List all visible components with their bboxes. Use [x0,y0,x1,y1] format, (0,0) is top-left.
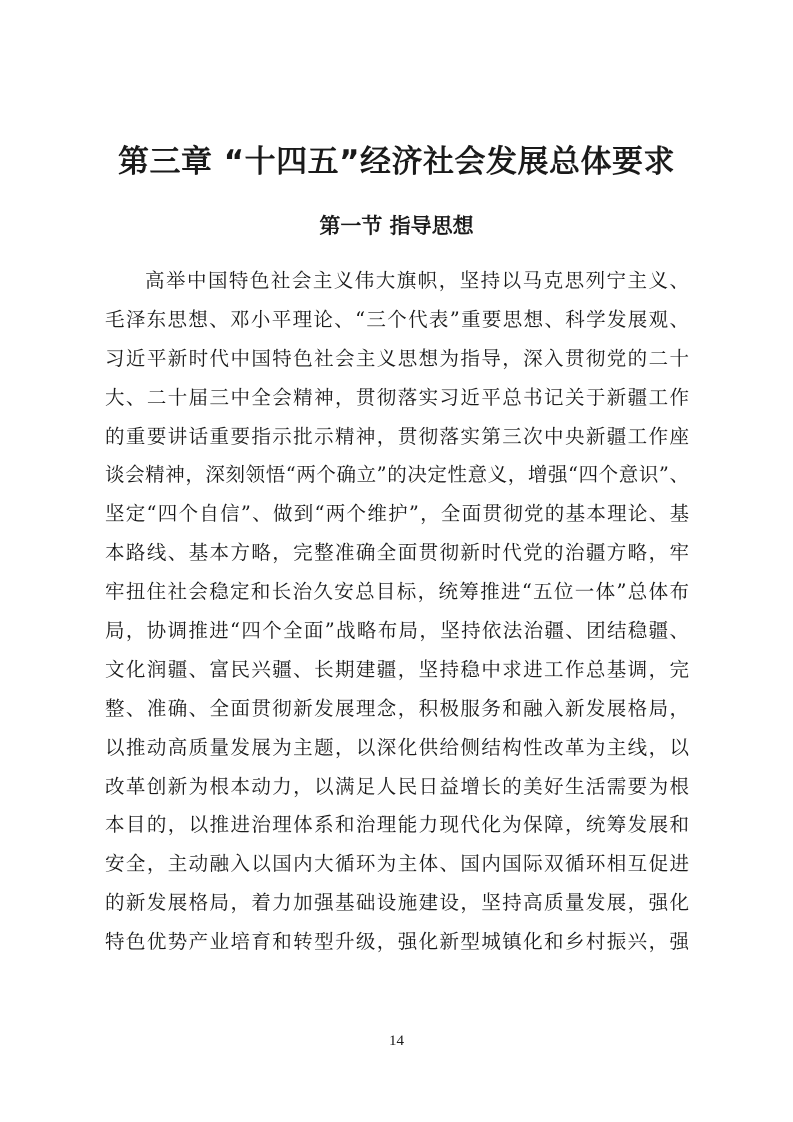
paragraph-line: 高举中国特色社会主义伟大旗帜，坚持以马克思列宁主义、 [145,269,689,292]
paragraph-line: 局，协调推进“四个全面”战略布局，坚持依法治疆、团结稳疆、 [105,619,689,643]
paragraph-line: 习近平新时代中国特色社会主义思想为指导，深入贯彻党的二十 [105,346,689,370]
paragraph-line: 毛泽东思想、邓小平理论、“三个代表”重要思想、科学发展观、 [105,307,689,331]
paragraph-line: 本路线、基本方略，完整准确全面贯彻新时代党的治疆方略，牢 [105,541,689,565]
page-number: 14 [389,1033,404,1049]
chapter-title: 第三章 “十四五”经济社会发展总体要求 [117,144,676,180]
paragraph-line: 文化润疆、富民兴疆、长期建疆，坚持稳中求进工作总基调，完 [105,657,689,681]
paragraph-line: 的新发展格局，着力加强基础设施建设，坚持高质量发展，强化 [105,891,689,915]
paragraph-line: 特色优势产业培育和转型升级，强化新型城镇化和乡村振兴，强 [105,930,689,954]
paragraph-line: 整、准确、全面贯彻新发展理念，积极服务和融入新发展格局， [105,696,689,720]
paragraph-line: 安全，主动融入以国内大循环为主体、国内国际双循环相互促进 [105,852,689,876]
paragraph-line: 坚定“四个自信”、做到“两个维护”，全面贯彻党的基本理论、基 [105,502,689,526]
paragraph-line: 本目的，以推进治理体系和治理能力现代化为保障，统筹发展和 [105,813,689,837]
paragraph-line: 改革创新为根本动力，以满足人民日益增长的美好生活需要为根 [105,774,689,798]
paragraph-line: 的重要讲话重要指示批示精神，贯彻落实第三次中央新疆工作座 [105,424,689,448]
paragraph-line: 谈会精神，深刻领悟“两个确立”的决定性意义，增强“四个意识”、 [105,463,689,487]
paragraph-line: 大、二十届三中全会精神，贯彻落实习近平总书记关于新疆工作 [105,385,689,409]
body-paragraph [105,262,689,962]
section-title: 第一节 指导思想 [319,214,474,238]
paragraph-line: 以推动高质量发展为主题，以深化供给侧结构性改革为主线，以 [105,735,689,759]
paragraph-line: 牢扭住社会稳定和长治久安总目标，统筹推进“五位一体”总体布 [105,580,689,604]
